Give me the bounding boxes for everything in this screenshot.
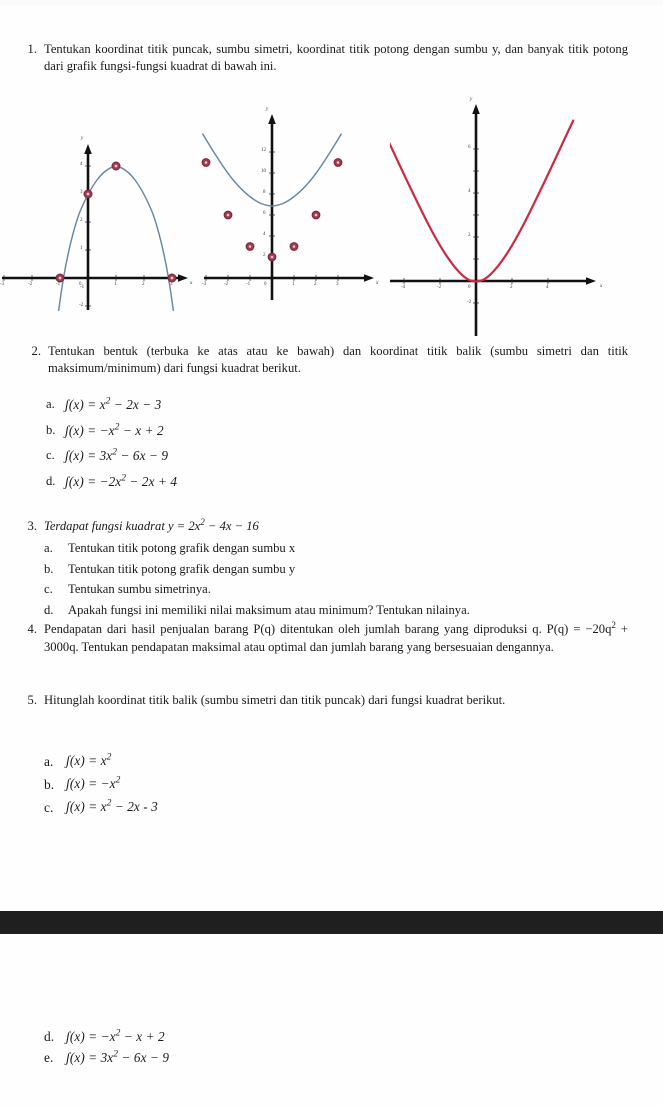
graph-1-curve: [59, 166, 174, 311]
graph-2-svg: [200, 88, 390, 336]
bottom-item-d-equation: ʃ(x) = $-x^2 - x + 2$: [66, 1028, 165, 1044]
graph-3: [390, 88, 663, 336]
graph-1-xtick--1: -1: [56, 282, 61, 287]
graph-1-ytick--2: -2: [79, 303, 84, 308]
problem-2-text: Tentukan bentuk (terbuka ke atas atau ke bawah) dan koordinat titik balik (sumbu simetri dan titik maksimum/minimum) dari fungsi kuadrat berikut.: [48, 344, 628, 375]
problem-5-items: [44, 750, 444, 819]
graph-3-curve: [390, 121, 573, 282]
problem-3-item-d-text: Apakah fungsi ini memiliki nilai maksimum atau minimum? Tentukan nilainya.: [68, 602, 470, 617]
problem-4-number: 4.: [27, 622, 37, 636]
top-band: [0, 0, 663, 5]
problem-5-item-a-equation: ʃ(x) = $x^2$: [66, 752, 112, 768]
graph-3-xtick--4: -4: [401, 285, 406, 290]
problem-3-items: [44, 538, 634, 620]
graph-3-xtick-0: 0: [468, 285, 471, 290]
list-item: [44, 538, 634, 559]
list-item: [46, 392, 446, 418]
graph-2-ytick-2: 2: [263, 253, 266, 258]
graph-1-x-arrow: [178, 274, 188, 282]
problem-5: [18, 692, 628, 709]
graph-1-ytick-4: 4: [80, 162, 83, 167]
bottom-items: [44, 1027, 444, 1069]
graph-3-ytick--2: -2: [467, 300, 472, 305]
graph-1-xtick-1: 1: [114, 282, 117, 287]
problem-3-item-a-text: Tentukan titik potong grafik dengan sumbu x: [68, 541, 296, 555]
graph-2-ytick-4: 4: [263, 232, 266, 237]
problem-2-item-b-equation: ʃ(x) = $-x^2 - x + 2$: [65, 422, 164, 438]
graph-1-ytick-3: 3: [80, 190, 83, 195]
graph-3-xtick--2: -2: [437, 285, 442, 290]
problem-3: [18, 518, 628, 535]
list-item: [44, 579, 634, 600]
problem-2-item-c-label: c.: [46, 448, 55, 463]
problem-5-number: 5.: [27, 693, 37, 707]
graph-1-xtick-2: 2: [142, 282, 145, 287]
problem-1-text: Tentukan koordinat titik puncak, sumbu simetri, koordinat titik potong dengan sumbu y, dan banyak titik potong dari grafik fungsi-fungsi kuadrat di bawah ini.: [44, 42, 628, 73]
problem-2-item-d-label: d.: [46, 474, 56, 489]
list-item: [44, 600, 634, 621]
graph-2-x-arrow: [364, 274, 374, 282]
graph-1-ytick-1: 1: [80, 246, 83, 251]
graph-3-x-axis-label: x: [600, 283, 603, 289]
graph-2-ytick-10: 10: [261, 169, 266, 174]
graph-1-y-arrow: [84, 144, 92, 154]
graph-2-xtick-3: 3: [336, 282, 339, 287]
problem-3-item-c-text: Tentukan sumbu simetrinya.: [68, 582, 211, 597]
problem-3-item-b-label: b.: [44, 561, 54, 576]
problem-3-item-a-label: a.: [44, 541, 53, 555]
graph-1-x-axis-label: x: [190, 280, 193, 286]
problem-2-number: 2.: [31, 344, 41, 358]
graph-3-ytick-2: 2: [468, 233, 471, 238]
bottom-item-e-equation: ʃ(x) = $3x^2 - 6x - 9$: [66, 1049, 170, 1065]
graph-2-xtick-1: 1: [292, 282, 295, 287]
black-separator-bar: [0, 911, 663, 934]
list-item: [44, 773, 444, 796]
list-item: [46, 418, 446, 444]
graph-1-points: [56, 162, 176, 282]
graph-2-ytick-6: 6: [263, 211, 266, 216]
problem-3-number: 3.: [27, 519, 37, 533]
problem-2-item-d-equation: ʃ(x) = $-2x^2 - 2x + 4$: [65, 473, 178, 490]
graph-2-x-axis-label: x: [376, 280, 379, 286]
graph-2-y-arrow: [268, 114, 276, 124]
problem-2-items: [46, 392, 446, 495]
problem-1: [18, 41, 628, 74]
problem-5-text: Hitunglah koordinat titik balik (sumbu simetri dan titik puncak) dari fungsi kuadrat berikut.: [44, 693, 506, 707]
list-item: [44, 1027, 444, 1048]
problem-5-item-c-label: c.: [44, 800, 54, 816]
graph-3-y-arrow: [472, 104, 480, 114]
graph-1-xtick-3: 3: [170, 282, 173, 287]
graph-2-xtick--3: -3: [202, 282, 207, 287]
graph-1-ytick-2: 2: [80, 218, 83, 223]
graph-2-xtick--2: -2: [224, 282, 229, 287]
list-item: [44, 1048, 444, 1069]
list-item: [44, 750, 444, 773]
list-item: [46, 469, 446, 495]
problem-5-item-a-label: a.: [44, 754, 54, 769]
list-item: [44, 796, 444, 819]
problem-2: [22, 343, 628, 376]
graph-2-xtick-0: 0: [264, 282, 267, 287]
problem-4-text: Pendapatan dari hasil penjualan barang P(q) ditentukan oleh jumlah barang yang diproduksi q. $P(q) = -20q^2 + 3000q$. Tentukan pendapatan maksimal atau optimal dan jumlah barang yang bersesuaian dengannya.: [44, 619, 628, 654]
graph-3-ytick-6: 6: [468, 145, 471, 150]
graph-1-ytick--1b: -1: [80, 285, 85, 290]
problem-1-number: 1.: [27, 42, 37, 56]
problem-5-item-b-label: b.: [44, 777, 55, 793]
graph-1-y-axis-label: y: [81, 135, 84, 141]
graph-3-y-axis-label: y: [470, 96, 473, 102]
graph-2-y-axis-label: y: [266, 106, 269, 112]
problem-3-item-d-label: d.: [44, 602, 54, 617]
list-item: [46, 443, 446, 469]
graph-row: [0, 88, 663, 336]
graph-1-svg: [0, 88, 200, 336]
list-item: [44, 559, 634, 580]
graph-1-xtick--2: -2: [28, 282, 33, 287]
graph-3-xtick-4: 4: [546, 285, 549, 290]
graph-3-ytick-4: 4: [468, 189, 471, 194]
graph-2-ytick-8: 8: [263, 190, 266, 195]
problem-5-item-b-equation: ʃ(x) = $-x^2$: [66, 775, 121, 792]
graph-1-xtick-0: 0: [79, 282, 82, 287]
problem-2-item-a-equation: ʃ(x) = $x^2 - 2x - 3$: [65, 396, 162, 412]
problem-2-item-c-equation: ʃ(x) = $3x^2 - 6x - 9$: [65, 448, 169, 464]
graph-1-xtick--3: -3: [0, 282, 5, 287]
problem-3-item-c-label: c.: [44, 582, 53, 597]
graph-2-xtick-2: 2: [314, 282, 317, 287]
problem-5-item-c-equation: ʃ(x) = $x^2 - 2x - 3$: [66, 798, 158, 815]
graph-2: [200, 88, 390, 336]
graph-1: [0, 88, 200, 336]
problem-2-item-b-label: b.: [46, 422, 56, 437]
bottom-item-e-label: e.: [44, 1049, 54, 1065]
bottom-item-d-label: d.: [44, 1029, 55, 1044]
problem-4: [18, 621, 628, 657]
graph-2-xtick--1: -1: [246, 282, 251, 287]
problem-3-text: Terdapat fungsi kuadrat $y = 2x^2 - 4x - 16$: [44, 516, 259, 533]
problem-2-item-a-label: a.: [46, 397, 55, 411]
graph-2-ytick-12: 12: [261, 148, 266, 153]
problem-3-item-b-text: Tentukan titik potong grafik dengan sumbu y: [68, 561, 296, 576]
graph-3-x-arrow: [586, 277, 596, 285]
graph-3-xtick-2: 2: [510, 285, 513, 290]
graph-3-svg: [390, 88, 663, 336]
